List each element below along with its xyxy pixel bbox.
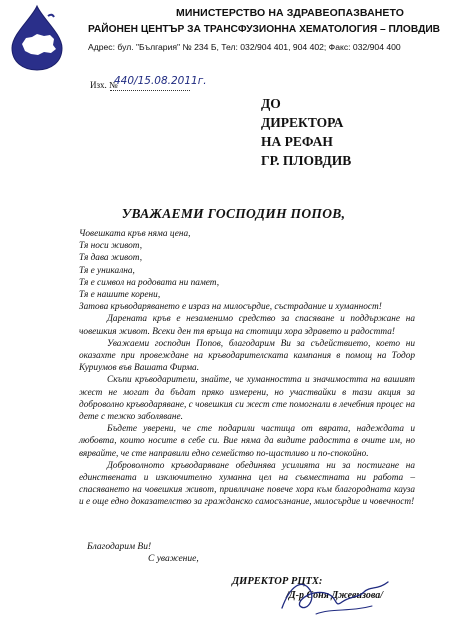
closing-regards: С уважение, — [148, 554, 199, 564]
verse-line: Човешката кръв няма цена, — [79, 229, 191, 239]
addressee-line-3: НА РЕФАН — [261, 134, 333, 149]
ministry-name: МИНИСТЕРСТВО НА ЗДРАВЕОПАЗВАНЕТО — [176, 7, 405, 19]
reference-underline — [110, 90, 190, 91]
signatory-name: /Д-р Соня Джевизова/ — [286, 590, 384, 601]
body-paragraph: Скъпи кръводарители, знайте, че хуманността и значимостта на вашият жест не могат да бъдат пряко измерени, но участвайки в тази акция за доброволно кръводаряване, с човешкия си жест сте помогнали в лечебния процес на дете с тежко заболяване. — [79, 375, 415, 423]
reference-label: Изх. № — [90, 80, 118, 90]
body-paragraph: Бъдете уверени, че сте подарили частица от вярата, надеждата и любовта, които носите в себе си. Вие няма да видите радостта в очите им, но вярвайте, че сте направили едно семейство по-щастливо и по-спокойно. — [79, 424, 415, 459]
reference-handwritten: 440/15.08.2011г. — [114, 75, 207, 87]
contact-info: Адрес: бул. "България" № 234 Б, Тел: 032/904 401, 904 402; Факс: 032/904 400 — [88, 42, 401, 52]
addressee-line-2: ДИРЕКТОРА — [261, 115, 344, 130]
body-paragraph: Доброволното кръводаряване обединява усилията ни за постигане на единствената и изключително хуманна цел на съвместната ни работа – спасяването на човешкия живот, привличане повече хора към благородната кауза и е още едно доказателство за гражданско самосъзнание, милосърдие и човечност! — [79, 460, 415, 508]
blood-drop-logo-icon — [4, 4, 70, 72]
signatory-title: ДИРЕКТОР РЦТХ: — [232, 576, 323, 587]
body-paragraph: Уважаеми господин Попов, благодарим Ви за съдействието, което ни оказахте при провеждане на кръводарителската кампания в помощ на Тодор Куриумов във Вашата Фирма. — [79, 338, 415, 374]
verse-line: Тя дава живот, — [79, 253, 143, 264]
verse-line: Тя носи живот, — [79, 241, 143, 252]
verse-line: Тя е нашите корени, — [79, 290, 161, 301]
salutation: УВАЖАЕМИ ГОСПОДИН ПОПОВ, — [121, 206, 346, 221]
verse-closing: Затова кръводаряването е израз на милосърдие, състрадание и хуманност! — [79, 302, 382, 313]
handwritten-signature-icon — [276, 568, 396, 622]
center-name: РАЙОНЕН ЦЕНТЪР ЗА ТРАНСФУЗИОННА ХЕМАТОЛОГИЯ – ПЛОВДИВ — [88, 24, 441, 35]
body-paragraph: Дарената кръв е незаменимо средство за спасяване и поддържане на човешкия живот. Всеки ден тя връща на стотици хора здравето и радостта! — [79, 314, 415, 337]
closing-thanks: Благодарим Ви! — [87, 542, 152, 552]
verse-line: Тя е уникална, — [79, 265, 135, 276]
verse-line: Тя е символ на родовата ни памет, — [79, 277, 220, 288]
letter-body — [79, 228, 415, 509]
addressee-line-1: ДО — [261, 96, 281, 111]
addressee-line-4: ГР. ПЛОВДИВ — [261, 153, 352, 168]
